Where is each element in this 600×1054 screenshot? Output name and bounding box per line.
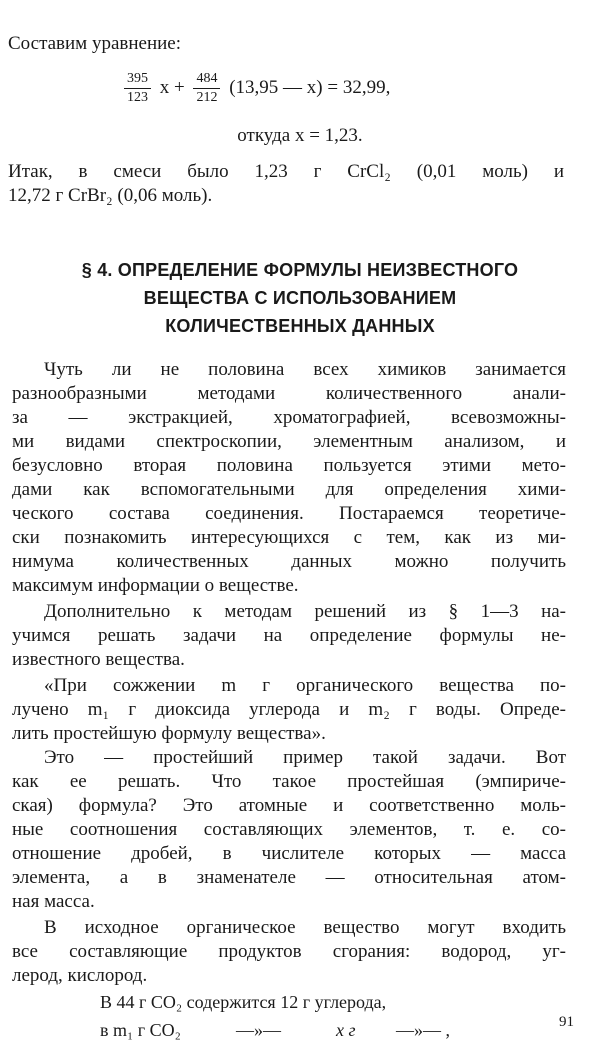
paragraph-line: нимума количественных данных можно получить bbox=[12, 551, 566, 572]
summary-line-2: 12,72 г CrBr₂ (0,06 моль). bbox=[8, 185, 213, 206]
paragraph-line: ми видами спектроскопии, элементным анализом, и bbox=[12, 431, 566, 452]
fraction-1-numerator: 395 bbox=[124, 71, 151, 89]
paragraph-line: «При сожжении m г органического вещества по- bbox=[44, 675, 566, 696]
paragraph-line: разнообразными методами количественного анали- bbox=[12, 383, 566, 404]
paragraph-line: лить простейшую формулу вещества». bbox=[12, 723, 326, 744]
fraction-2-denominator: 212 bbox=[196, 90, 218, 106]
fraction-2-numerator: 484 bbox=[193, 71, 220, 89]
paragraph-line: все составляющие продуктов сгорания: водород, уг- bbox=[12, 941, 566, 962]
paragraph-line: Это — простейший пример такой задачи. Вот bbox=[44, 747, 566, 768]
paragraph-line: максимум информации о веществе. bbox=[12, 575, 299, 596]
paragraph-line: ски познакомить интересующихся с тем, как из ми- bbox=[12, 527, 566, 548]
section-heading-line-1: § 4. ОПРЕДЕЛЕНИЕ ФОРМУЛЫ НЕИЗВЕСТНОГО bbox=[81, 260, 519, 280]
paragraph-line: ные соотношения составляющих элементов, т. е. со- bbox=[12, 819, 566, 840]
paragraph-line: В исходное органическое вещество могут входить bbox=[44, 917, 566, 938]
formula-line-2-left: в m₁ г CO₂ bbox=[100, 1020, 181, 1040]
paragraph-line: ческого состава соединения. Постараемся теоретиче- bbox=[12, 503, 566, 524]
paragraph-line: известного вещества. bbox=[12, 649, 185, 670]
formula-line-2-ditto-2: —»— , bbox=[396, 1020, 450, 1040]
paragraph-line: элемента, а в знаменателе — относительная атом- bbox=[12, 867, 566, 888]
paragraph-line: учимся решать задачи на определение формулы не- bbox=[12, 625, 566, 646]
section-heading-line-3: КОЛИЧЕСТВЕННЫХ ДАННЫХ bbox=[165, 316, 435, 336]
equation-fraction-1 bbox=[124, 71, 151, 106]
equation bbox=[120, 70, 390, 110]
paragraph-line: отношение дробей, в числителе которых — масса bbox=[12, 843, 566, 864]
paragraph-line: безусловно вторая половина пользуется этими мето- bbox=[12, 455, 566, 476]
formula-line-1: В 44 г CO₂ содержится 12 г углерода, bbox=[100, 992, 387, 1012]
paragraph-line: Чуть ли не половина всех химиков занимается bbox=[44, 359, 566, 380]
paragraph-line: дами как вспомогательными для определения хими- bbox=[12, 479, 566, 500]
equation-fraction-2 bbox=[193, 71, 220, 106]
paragraph-line: за — экстракцией, хроматографией, всевозможны- bbox=[12, 407, 566, 428]
paragraph-line: как ее решать. Что такое простейшая (эмпириче- bbox=[12, 771, 566, 792]
fraction-1-denominator: 123 bbox=[127, 90, 148, 106]
paragraph-line: ская) формула? Это атомные и соответственно моль- bbox=[12, 795, 566, 816]
formula-line-2-x: x г bbox=[336, 1020, 356, 1040]
paragraph-line: Дополнительно к методам решений из § 1—3 на- bbox=[44, 601, 566, 622]
summary-line-1: Итак, в смеси было 1,23 г CrCl₂ (0,01 моль) и bbox=[8, 161, 564, 182]
section-heading-line-2: ВЕЩЕСТВА С ИСПОЛЬЗОВАНИЕМ bbox=[143, 288, 457, 308]
equation-middle: x + bbox=[159, 77, 185, 98]
paragraph-line: ная масса. bbox=[12, 891, 95, 912]
formula-line-2-ditto-1: —»— bbox=[236, 1020, 281, 1040]
equation-tail: (13,95 — x) = 32,99, bbox=[229, 77, 391, 98]
page-number: 91 bbox=[559, 1014, 574, 1030]
paragraph-line: лерод, кислород. bbox=[12, 965, 148, 986]
paragraph-line: лучено m₁ г диоксида углерода и m₂ г воды. Опреде- bbox=[12, 699, 566, 720]
intro-text: Составим уравнение: bbox=[8, 33, 182, 54]
equation-result: откуда x = 1,23. bbox=[237, 125, 363, 146]
